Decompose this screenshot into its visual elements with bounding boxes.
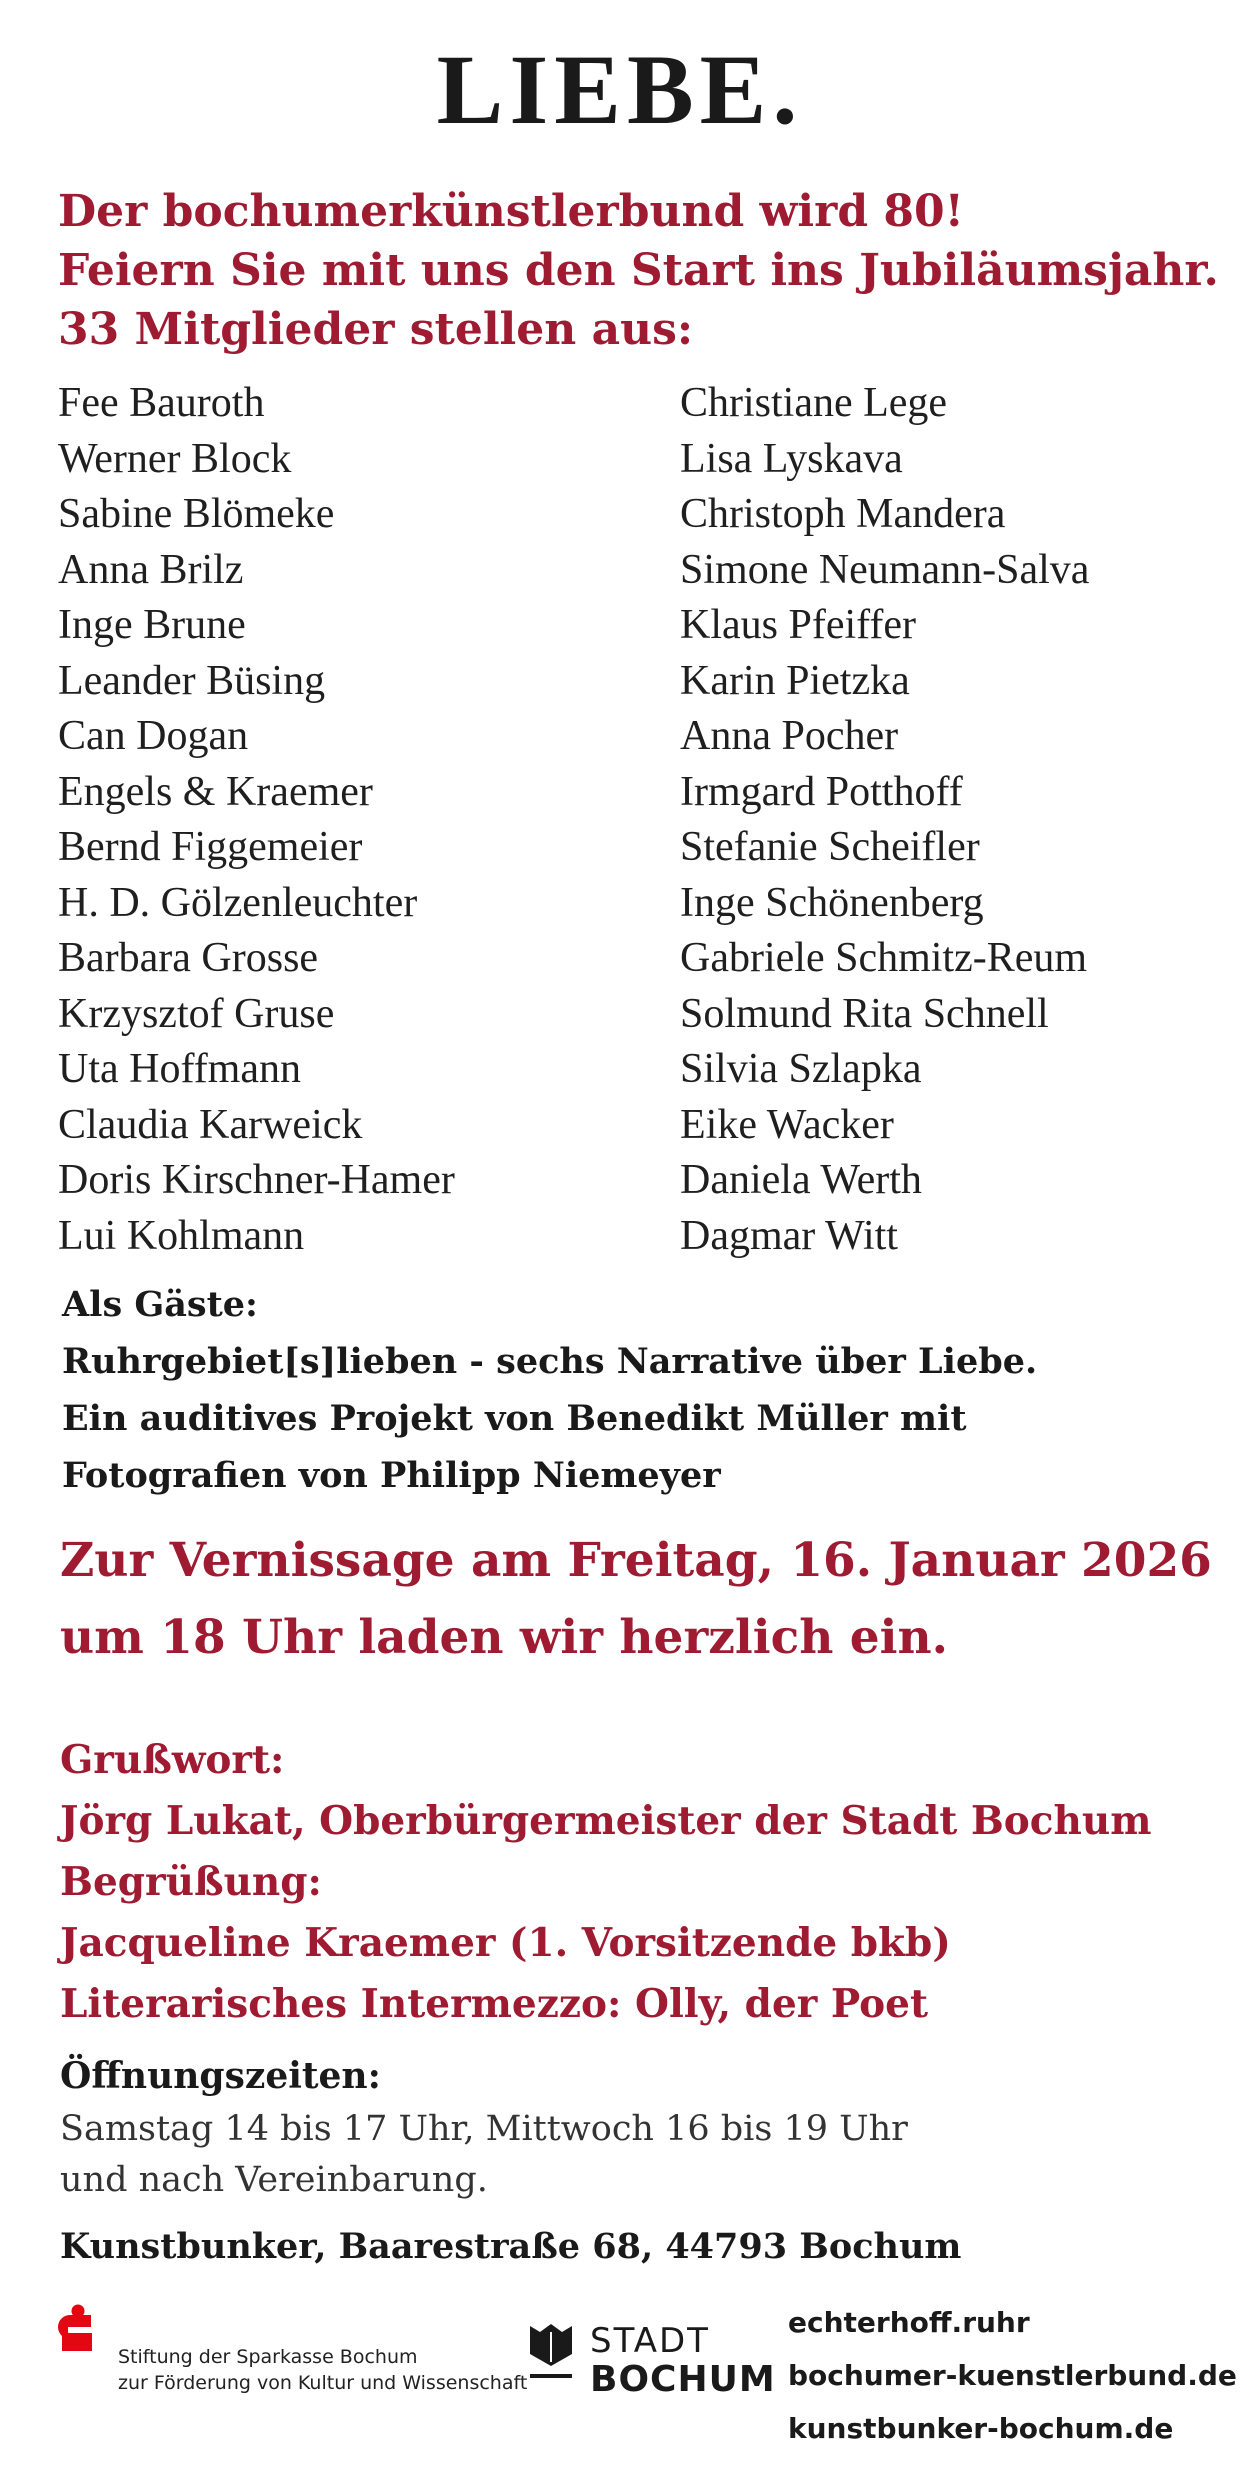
opening-hours-line: und nach Vereinbarung. (60, 2160, 488, 2200)
member-name: Bernd Figgemeier (58, 824, 363, 870)
sparkasse-text-line: zur Förderung von Kultur und Wissenschaft (118, 2372, 528, 2394)
program-block (60, 1730, 1220, 2035)
vernissage-time-line: um 18 Uhr laden wir herzlich ein. (60, 1610, 949, 1665)
guests-line: Ruhrgebiet[s]lieben - sechs Narrative über Liebe. (62, 1341, 1038, 1382)
intro-line-anniversary: Der bochumerkünstlerbund wird 80! (58, 186, 964, 237)
stadt-bochum-logo (526, 2320, 776, 2400)
member-name: Claudia Karweick (58, 1101, 363, 1148)
member-name: Irmgard Potthoff (680, 768, 963, 815)
member-name: Karin Pietzka (680, 657, 910, 704)
member-name: Inge Schönenberg (680, 879, 984, 926)
members-column-left (58, 376, 455, 1264)
link-kunstbunker[interactable]: kunstbunker-bochum.de (788, 2412, 1174, 2445)
member-name: Sabine Blömeke (58, 491, 335, 537)
guests-line: Fotografien von Philipp Niemeyer (62, 1455, 721, 1496)
member-name: Klaus Pfeiffer (680, 602, 916, 648)
vernissage-date-line: Zur Vernissage am Freitag, 16. Januar 2026 (60, 1533, 1212, 1588)
member-name: Lisa Lyskava (680, 435, 903, 482)
member-name: Christoph Mandera (680, 491, 1006, 537)
sparkasse-foundation-logo (58, 2304, 528, 2394)
member-name: Simone Neumann-Salva (680, 546, 1090, 593)
opening-hours-line: Samstag 14 bis 17 Uhr, Mittwoch 16 bis 19 Uhr (60, 2109, 908, 2149)
member-name: Stefanie Scheifler (680, 824, 980, 870)
member-name: Daniela Werth (680, 1157, 922, 1203)
guests-block (62, 1276, 1202, 1504)
intro-line-celebrate: Feiern Sie mit uns den Start ins Jubiläumsjahr. (58, 245, 1219, 296)
opening-hours-heading: Öffnungszeiten: (60, 2055, 381, 2097)
member-name: Barbara Grosse (58, 935, 319, 981)
member-name: Solmund Rita Schnell (680, 990, 1049, 1037)
member-name: Christiane Lege (680, 380, 948, 426)
program-intermezzo: Literarisches Intermezzo: Olly, der Poet (60, 1981, 928, 2027)
program-greeting-label: Grußwort: (60, 1737, 285, 1783)
members-column-right (680, 376, 1089, 1264)
intro-block (58, 182, 1218, 359)
member-name: Inge Brune (58, 602, 246, 648)
member-name: Gabriele Schmitz-Reum (680, 935, 1088, 981)
member-name: Lui Kohlmann (58, 1212, 305, 1259)
guests-line: Ein auditives Projekt von Benedikt Müller mit (62, 1398, 967, 1439)
opening-hours (60, 2104, 1220, 2206)
member-name: H. D. Gölzenleuchter (58, 879, 418, 926)
program-welcome-label: Begrüßung: (60, 1859, 322, 1905)
member-name: Silvia Szlapka (680, 1046, 922, 1092)
stadt-label: STADT (590, 2321, 710, 2361)
intro-line-members-count: 33 Mitglieder stellen aus: (58, 304, 694, 355)
guests-heading: Als Gäste: (62, 1284, 258, 1325)
sparkasse-s-icon (58, 2304, 98, 2360)
member-name: Krzysztof Gruse (58, 990, 335, 1037)
member-name: Can Dogan (58, 713, 249, 759)
member-name: Leander Büsing (58, 657, 326, 704)
member-name: Dagmar Witt (680, 1212, 898, 1259)
member-name: Fee Bauroth (58, 380, 265, 426)
link-kuenstlerbund[interactable]: bochumer-kuenstlerbund.de (788, 2359, 1237, 2392)
member-name: Engels & Kraemer (58, 768, 373, 815)
bochum-book-icon (526, 2320, 576, 2386)
member-name: Anna Brilz (58, 546, 244, 593)
website-links (788, 2296, 1237, 2455)
bochum-label: BOCHUM (590, 2359, 776, 2400)
link-echterhoff[interactable]: echterhoff.ruhr (788, 2306, 1030, 2339)
member-name: Doris Kirschner-Hamer (58, 1157, 455, 1203)
member-name: Eike Wacker (680, 1101, 894, 1148)
member-name: Uta Hoffmann (58, 1046, 301, 1092)
sparkasse-text-line: Stiftung der Sparkasse Bochum (118, 2346, 418, 2368)
member-name: Werner Block (58, 435, 292, 482)
venue-address: Kunstbunker, Baarestraße 68, 44793 Bochum (60, 2226, 962, 2267)
member-name: Anna Pocher (680, 713, 899, 759)
vernissage-invitation (60, 1522, 1220, 1676)
program-welcome-speaker: Jacqueline Kraemer (1. Vorsitzende bkb) (60, 1920, 951, 1966)
program-greeting-speaker: Jörg Lukat, Oberbürgermeister der Stadt Bochum (60, 1798, 1152, 1844)
poster-title: LIEBE. (436, 34, 804, 145)
